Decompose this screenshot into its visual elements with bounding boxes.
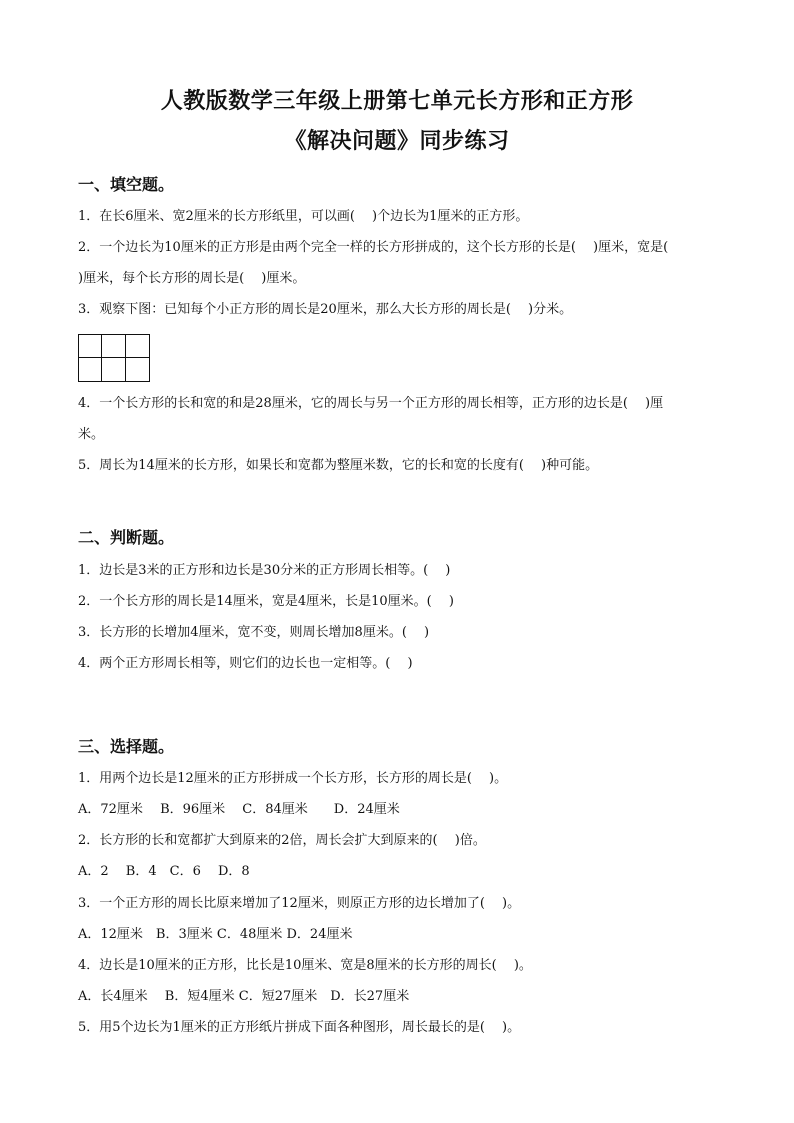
- choice-question-5: 5．用5个边长为1厘米的正方形纸片拼成下面各种图形，周长最长的是( )。: [78, 1020, 521, 1035]
- fill-question-2-line-1: 2．一个边长为10厘米的正方形是由两个完全一样的长方形拼成的，这个长方形的长是( )厘米，宽是(: [78, 240, 669, 255]
- choice-question-4-options: A．长4厘米 B．短4厘米 C．短27厘米 D．长27厘米: [78, 989, 410, 1004]
- grid-cell: [126, 335, 149, 358]
- choice-question-2: 2．长方形的长和宽都扩大到原来的2倍，周长会扩大到原来的( )倍。: [78, 833, 486, 848]
- fill-question-5: 5．周长为14厘米的长方形，如果长和宽都为整厘米数，它的长和宽的长度有( )种可能。: [78, 458, 599, 473]
- judge-question-1: 1．边长是3米的正方形和边长是30分米的正方形周长相等。( ): [78, 563, 451, 578]
- choice-question-1-options: A．72厘米 B．96厘米 C．84厘米 D．24厘米: [78, 802, 400, 817]
- rectangle-grid-figure: [78, 334, 150, 382]
- judge-question-4: 4．两个正方形周长相等，则它们的边长也一定相等。( ): [78, 656, 413, 671]
- choice-question-1: 1．用两个边长是12厘米的正方形拼成一个长方形，长方形的周长是( )。: [78, 771, 508, 786]
- fill-question-4-line-1: 4．一个长方形的长和宽的和是28厘米，它的周长与另一个正方形的周长相等，正方形的边长是( )厘: [78, 396, 664, 411]
- worksheet-title: 人教版数学三年级上册第七单元长方形和正方形: [160, 89, 634, 114]
- choice-question-3-options: A．12厘米 B．3厘米 C．48厘米 D．24厘米: [78, 927, 353, 942]
- choice-question-2-options: A．2 B．4 C．6 D．8: [78, 864, 250, 879]
- grid-cell: [79, 358, 102, 381]
- judge-question-2: 2．一个长方形的周长是14厘米，宽是4厘米，长是10厘米。( ): [78, 594, 454, 609]
- section-heading-judge: 二、判断题。: [78, 528, 175, 547]
- fill-question-3: 3．观察下图：已知每个小正方形的周长是20厘米，那么大长方形的周长是( )分米。: [78, 302, 573, 317]
- fill-question-1: 1．在长6厘米、宽2厘米的长方形纸里，可以画( )个边长为1厘米的正方形。: [78, 209, 529, 224]
- grid-cell: [102, 358, 125, 381]
- worksheet-subtitle: 《解决问题》同步练习: [284, 129, 510, 154]
- fill-question-2-line-2: )厘米，每个长方形的周长是( )厘米。: [78, 271, 306, 286]
- grid-cell: [126, 358, 149, 381]
- grid-cell: [102, 335, 125, 358]
- judge-question-3: 3．长方形的长增加4厘米，宽不变，则周长增加8厘米。( ): [78, 625, 430, 640]
- grid-cell: [79, 335, 102, 358]
- choice-question-3: 3．一个正方形的周长比原来增加了12厘米，则原正方形的边长增加了( )。: [78, 896, 521, 911]
- choice-question-4: 4．边长是10厘米的正方形，比长是10厘米、宽是8厘米的长方形的周长( )。: [78, 958, 532, 973]
- section-heading-choice: 三、选择题。: [78, 737, 175, 756]
- section-heading-fill: 一、填空题。: [78, 175, 175, 194]
- fill-question-4-line-2: 米。: [78, 427, 105, 442]
